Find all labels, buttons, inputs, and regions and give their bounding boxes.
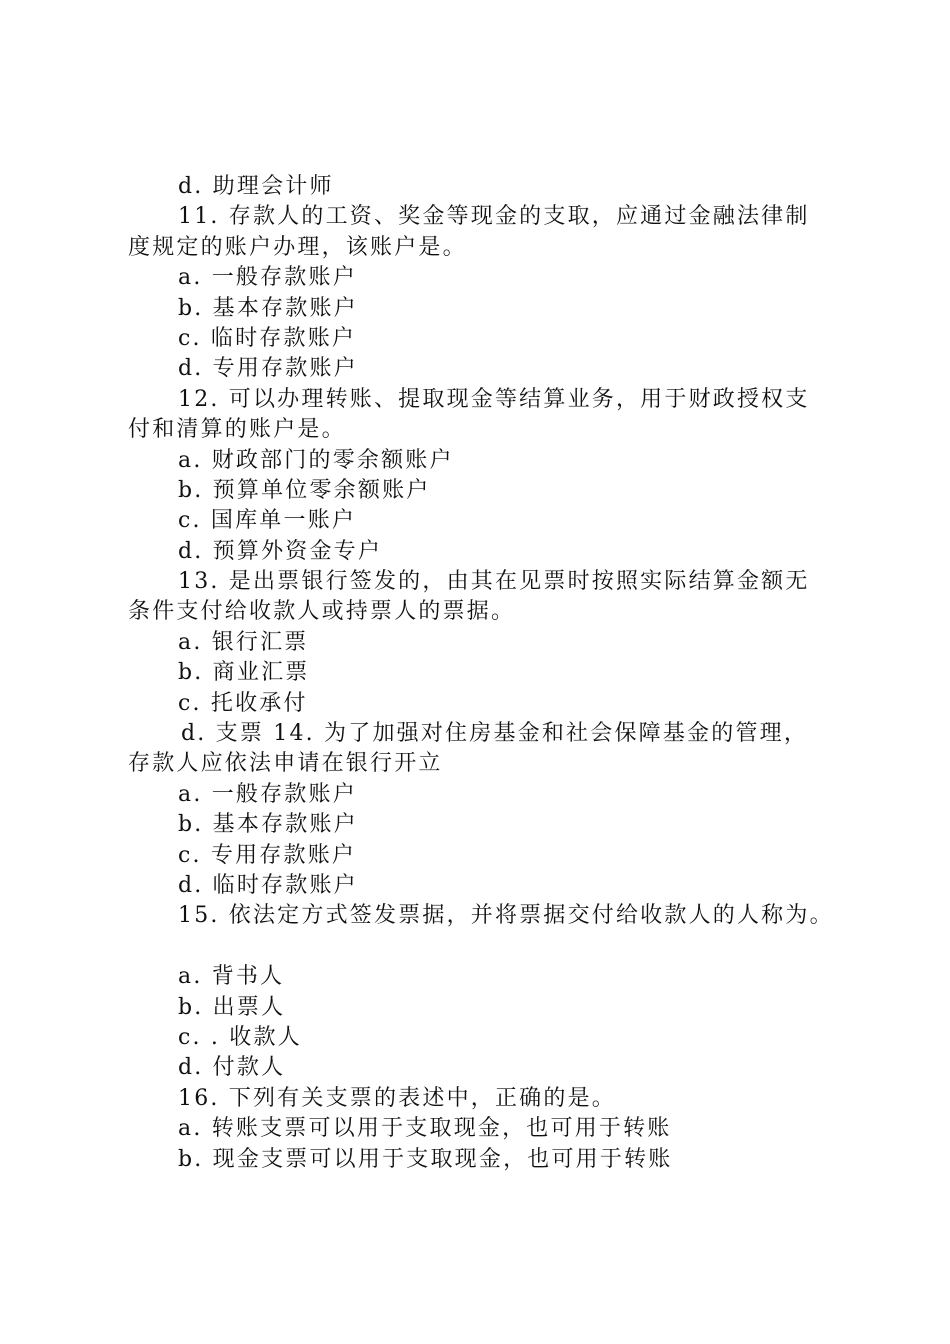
question-12-line-2: 付和清算的账户是。 (128, 417, 346, 443)
question-11-line-1: 11. 存款人的工资、奖金等现金的支取，应通过金融法律制 (178, 204, 810, 230)
question-14-line-2: 存款人应依法申请在银行开立 (128, 751, 443, 777)
q11-option-d: d. 专用存款账户 (178, 356, 358, 382)
option-d-assistant-accountant: d. 助理会计师 (178, 174, 334, 199)
q15-option-a: a. 背书人 (178, 964, 285, 990)
q13-option-c: c. 托收承付 (178, 690, 308, 716)
question-11-line-2: 度规定的账户办理，该账户是。 (128, 234, 467, 260)
q11-option-b: b. 基本存款账户 (178, 295, 358, 321)
q13-option-a: a. 银行汇票 (178, 629, 309, 655)
document-body (128, 172, 838, 1175)
q14-option-a: a. 一般存款账户 (178, 781, 357, 807)
question-12-line-1: 12. 可以办理转账、提取现金等结算业务，用于财政授权支 (178, 386, 810, 412)
q12-option-a: a. 财政部门的零余额账户 (178, 447, 454, 473)
question-15: 15. 依法定方式签发票据，并将票据交付给收款人的人称为。 (178, 903, 834, 929)
q14-option-d: d. 临时存款账户 (178, 872, 358, 898)
question-13-line-1: 13. 是出票银行签发的，由其在见票时按照实际结算金额无 (178, 569, 810, 595)
q12-option-b: b. 预算单位零余额账户 (178, 477, 431, 503)
q16-option-b: b. 现金支票可以用于支取现金，也可用于转账 (178, 1146, 673, 1172)
q12-option-c: c. 国库单一账户 (178, 508, 357, 534)
q13-option-b: b. 商业汇票 (178, 660, 310, 686)
q14-option-b: b. 基本存款账户 (178, 812, 358, 838)
q15-option-d: d. 付款人 (178, 1055, 286, 1081)
q15-option-b: b. 出票人 (178, 994, 286, 1020)
q11-option-c: c. 临时存款账户 (178, 325, 357, 351)
q15-option-c: c. . 收款人 (178, 1024, 302, 1050)
q12-option-d: d. 预算外资金专户 (178, 538, 383, 564)
q11-option-a: a. 一般存款账户 (178, 265, 357, 291)
q16-option-a: a. 转账支票可以用于支取现金，也可用于转账 (178, 1116, 672, 1142)
question-13-line-2: 条件支付给收款人或持票人的票据。 (128, 599, 516, 625)
question-16: 16. 下列有关支票的表述中，正确的是。 (178, 1085, 616, 1111)
blank-line (128, 932, 838, 962)
q13-option-d-and-question-14-line-1: d. 支票 14. 为了加强对住房基金和社会保障基金的管理， (181, 721, 809, 747)
q14-option-c: c. 专用存款账户 (178, 842, 357, 868)
